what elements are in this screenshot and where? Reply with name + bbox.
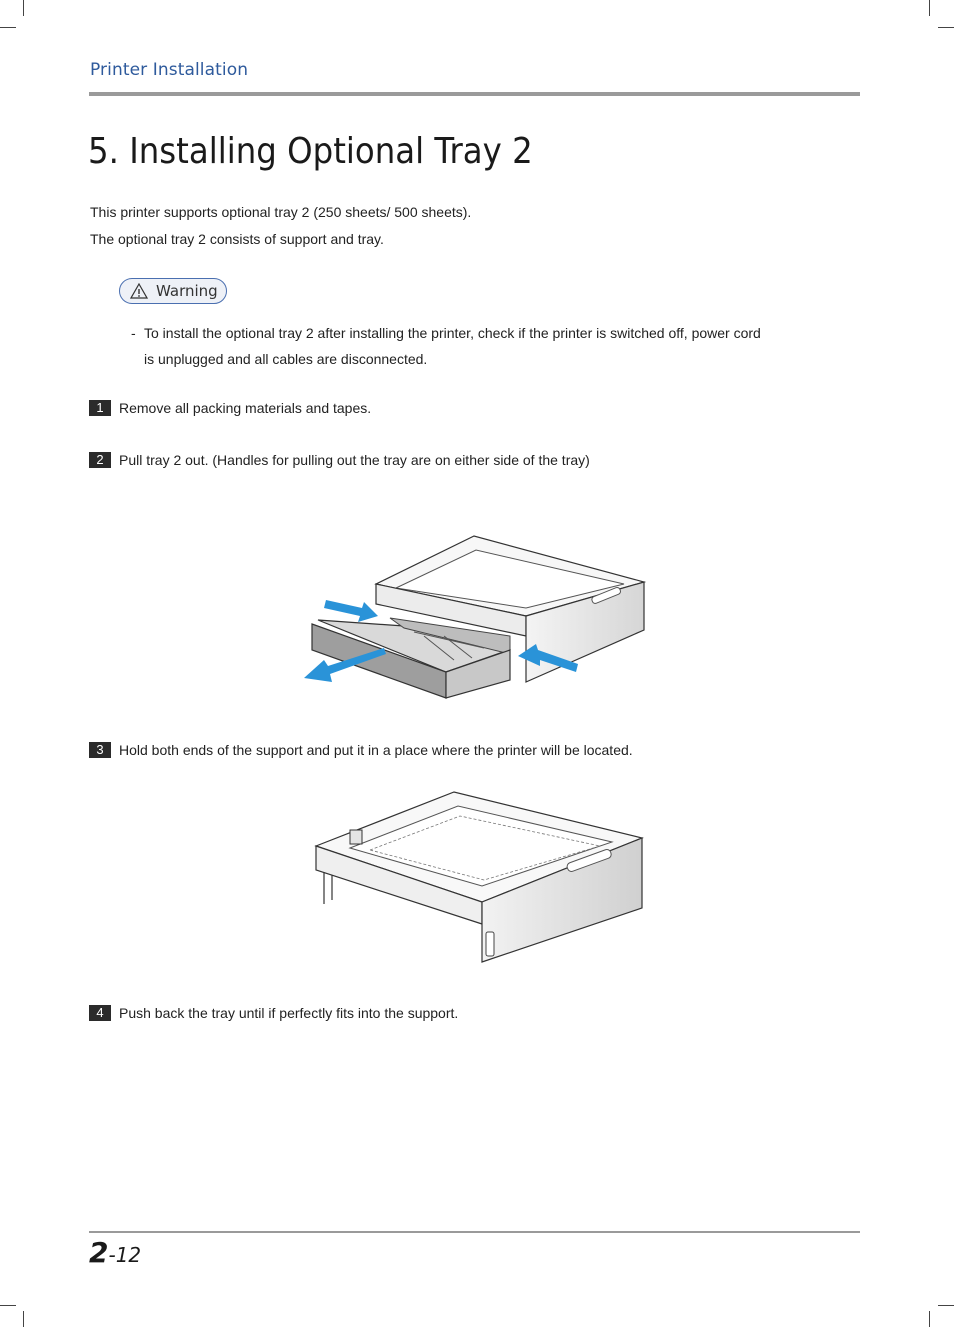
crop-mark — [23, 1311, 24, 1327]
warning-badge — [119, 278, 227, 304]
page-separator: - — [108, 1243, 116, 1267]
crop-mark — [929, 0, 930, 16]
step-number: 1 — [89, 400, 111, 416]
step-number: 3 — [89, 742, 111, 758]
header-divider — [89, 92, 860, 96]
crop-mark — [0, 27, 16, 28]
crop-mark — [938, 27, 954, 28]
page-title: 5. Installing Optional Tray 2 — [88, 131, 533, 172]
section-header: Printer Installation — [90, 60, 249, 80]
footer-divider — [89, 1231, 860, 1233]
crop-mark — [938, 1305, 954, 1306]
tray-pull-out-illustration — [304, 532, 649, 699]
warning-text — [131, 320, 771, 372]
crop-mark — [23, 0, 24, 16]
step-text: Hold both ends of the support and put it in a place where the printer will be located. — [119, 742, 633, 758]
chapter-number: 2 — [89, 1236, 109, 1269]
warning-label: Warning — [156, 282, 218, 300]
step-number: 2 — [89, 452, 111, 468]
page-index: 12 — [115, 1243, 142, 1267]
step-text: Remove all packing materials and tapes. — [119, 400, 372, 416]
bullet-dash: - — [131, 325, 136, 341]
step-4 — [89, 1005, 458, 1021]
step-2 — [89, 452, 590, 468]
warning-body: To install the optional tray 2 after installing the printer, check if the printer is switched off, power cord is unplugged and all cables are disconnected. — [144, 325, 761, 367]
warning-triangle-icon — [130, 283, 148, 299]
step-text: Push back the tray until if perfectly fits into the support. — [119, 1005, 459, 1021]
intro-line: This printer supports optional tray 2 (250 sheets/ 500 sheets). — [90, 204, 472, 220]
step-text: Pull tray 2 out. (Handles for pulling out the tray are on either side of the tray) — [119, 452, 590, 468]
crop-mark — [929, 1311, 930, 1327]
page-number — [89, 1236, 141, 1269]
intro-line: The optional tray 2 consists of support and tray. — [90, 231, 384, 247]
tray-support-illustration — [310, 786, 646, 966]
step-1 — [89, 400, 371, 416]
step-3 — [89, 742, 633, 758]
crop-mark — [0, 1305, 16, 1306]
step-number: 4 — [89, 1005, 111, 1021]
